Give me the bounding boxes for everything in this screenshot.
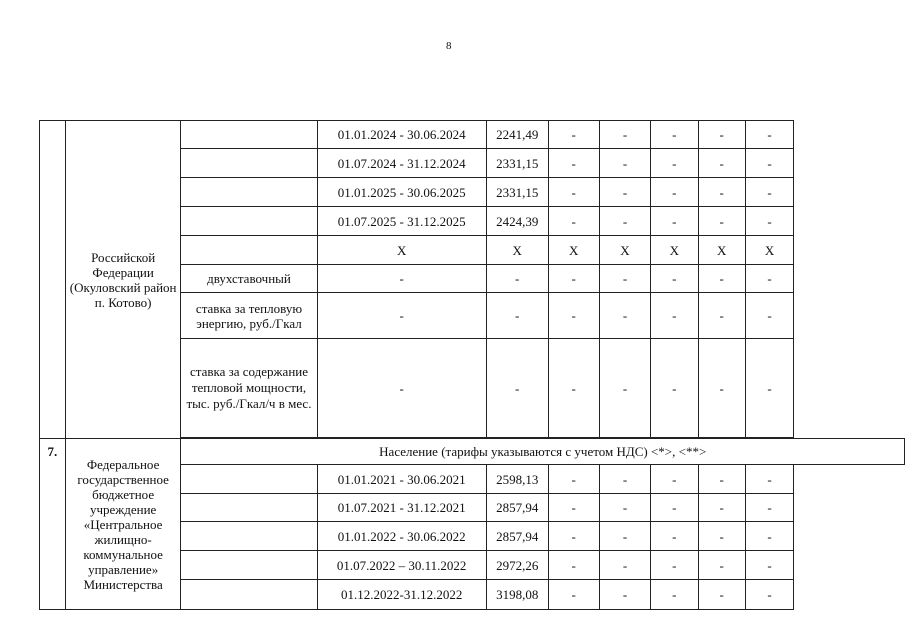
dash-cell: - <box>698 494 745 522</box>
indicator-cell <box>181 522 317 551</box>
dash-cell: - <box>599 339 650 438</box>
indicator-cell <box>181 465 317 494</box>
row-number-cell: 7. <box>40 439 66 610</box>
indicator-cell <box>181 236 317 265</box>
dash-cell: - <box>698 207 745 236</box>
price-cell: 2331,15 <box>486 178 548 207</box>
population-header: Население (тарифы указываются с учетом НДС) <*>, <**> <box>181 439 905 465</box>
dash-cell: - <box>651 580 698 610</box>
page-number: 8 <box>446 40 452 52</box>
organization-cell: Федеральное государственное бюджетное учреждение «Центральное жилищно-коммунальное управление» Министерства <box>65 439 181 610</box>
dash-cell: - <box>548 551 599 580</box>
period-cell: 01.01.2025 - 30.06.2025 <box>317 178 486 207</box>
dash-cell: - <box>599 207 650 236</box>
dash-cell: - <box>745 149 793 178</box>
period-cell: 01.07.2021 - 31.12.2021 <box>317 494 486 522</box>
dash-cell: - <box>599 178 650 207</box>
organization-cell: Российской Федерации (Окуловский район п. Котово) <box>65 121 181 439</box>
indicator-cell <box>181 149 317 178</box>
dash-cell: - <box>548 149 599 178</box>
dash-cell: - <box>599 494 650 522</box>
table-row <box>40 439 905 465</box>
dash-cell: - <box>745 178 793 207</box>
dash-cell: - <box>745 293 793 339</box>
dash-cell: - <box>486 293 548 339</box>
indicator-cell <box>181 178 317 207</box>
x-cell: X <box>317 236 486 265</box>
indicator-cell: ставка за тепловую энергию, руб./Гкал <box>181 293 317 339</box>
dash-cell: - <box>599 580 650 610</box>
dash-cell: - <box>698 149 745 178</box>
dash-cell: - <box>745 207 793 236</box>
dash-cell: - <box>548 265 599 293</box>
dash-cell: - <box>486 265 548 293</box>
price-cell: 2857,94 <box>486 494 548 522</box>
dash-cell: - <box>599 465 650 494</box>
indicator-cell <box>181 121 317 149</box>
x-cell: X <box>548 236 599 265</box>
dash-cell: - <box>651 339 698 438</box>
dash-cell: - <box>317 339 486 438</box>
dash-cell: - <box>651 265 698 293</box>
dash-cell: - <box>317 265 486 293</box>
dash-cell: - <box>698 551 745 580</box>
price-cell: 2857,94 <box>486 522 548 551</box>
row-number-cell <box>40 121 66 439</box>
dash-cell: - <box>548 207 599 236</box>
price-cell: 2598,13 <box>486 465 548 494</box>
dash-cell: - <box>698 178 745 207</box>
x-cell: X <box>599 236 650 265</box>
dash-cell: - <box>599 293 650 339</box>
dash-cell: - <box>651 149 698 178</box>
period-cell: 01.07.2022 – 30.11.2022 <box>317 551 486 580</box>
dash-cell: - <box>651 293 698 339</box>
dash-cell: - <box>698 293 745 339</box>
period-cell: 01.07.2025 - 31.12.2025 <box>317 207 486 236</box>
indicator-cell <box>181 494 317 522</box>
table-row <box>40 121 905 149</box>
dash-cell: - <box>651 207 698 236</box>
dash-cell: - <box>599 149 650 178</box>
dash-cell: - <box>698 121 745 149</box>
dash-cell: - <box>745 465 793 494</box>
dash-cell: - <box>651 178 698 207</box>
dash-cell: - <box>698 265 745 293</box>
dash-cell: - <box>745 551 793 580</box>
dash-cell: - <box>548 522 599 551</box>
dash-cell: - <box>548 465 599 494</box>
price-cell: 3198,08 <box>486 580 548 610</box>
period-cell: 01.01.2024 - 30.06.2024 <box>317 121 486 149</box>
dash-cell: - <box>745 265 793 293</box>
dash-cell: - <box>599 121 650 149</box>
dash-cell: - <box>745 522 793 551</box>
dash-cell: - <box>745 339 793 438</box>
dash-cell: - <box>651 522 698 551</box>
dash-cell: - <box>599 265 650 293</box>
x-cell: X <box>486 236 548 265</box>
price-cell: 2241,49 <box>486 121 548 149</box>
dash-cell: - <box>548 494 599 522</box>
dash-cell: - <box>698 522 745 551</box>
x-cell: X <box>745 236 793 265</box>
indicator-cell <box>181 551 317 580</box>
dash-cell: - <box>548 121 599 149</box>
tariff-table <box>39 120 905 610</box>
dash-cell: - <box>599 522 650 551</box>
indicator-cell: двухставочный <box>181 265 317 293</box>
indicator-cell <box>181 207 317 236</box>
dash-cell: - <box>599 551 650 580</box>
price-cell: 2972,26 <box>486 551 548 580</box>
period-cell: 01.01.2021 - 30.06.2021 <box>317 465 486 494</box>
indicator-cell: ставка за содержание тепловой мощности, тыс. руб./Гкал/ч в мес. <box>181 339 317 438</box>
dash-cell: - <box>745 121 793 149</box>
dash-cell: - <box>651 551 698 580</box>
dash-cell: - <box>698 580 745 610</box>
dash-cell: - <box>548 580 599 610</box>
dash-cell: - <box>698 465 745 494</box>
x-cell: X <box>651 236 698 265</box>
dash-cell: - <box>651 121 698 149</box>
dash-cell: - <box>651 494 698 522</box>
price-cell: 2331,15 <box>486 149 548 178</box>
dash-cell: - <box>745 494 793 522</box>
dash-cell: - <box>548 339 599 438</box>
x-cell: X <box>698 236 745 265</box>
dash-cell: - <box>548 178 599 207</box>
period-cell: 01.01.2022 - 30.06.2022 <box>317 522 486 551</box>
price-cell: 2424,39 <box>486 207 548 236</box>
dash-cell: - <box>317 293 486 339</box>
dash-cell: - <box>745 580 793 610</box>
dash-cell: - <box>651 465 698 494</box>
indicator-cell <box>181 580 317 610</box>
dash-cell: - <box>486 339 548 438</box>
dash-cell: - <box>548 293 599 339</box>
dash-cell: - <box>698 339 745 438</box>
period-cell: 01.12.2022-31.12.2022 <box>317 580 486 610</box>
period-cell: 01.07.2024 - 31.12.2024 <box>317 149 486 178</box>
